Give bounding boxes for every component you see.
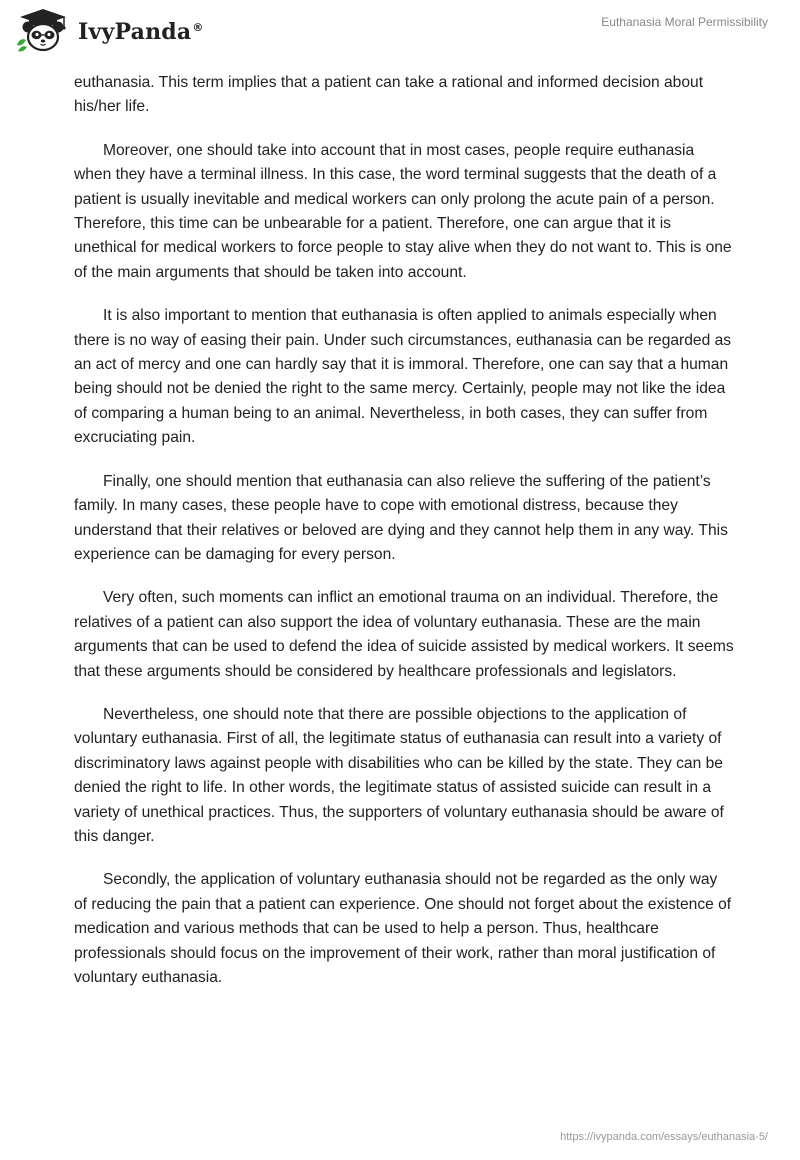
essay-paragraph: Very often, such moments can inflict an emotional trauma on an individual. Therefore, the relatives of a patient can also support the idea of voluntary euthanasia. These are the main arguments that can be used to defend the idea of suicide assisted by medical workers. It seems that these arguments should be considered by healthcare professionals and legislators. (74, 589, 734, 680)
essay-paragraph: Secondly, the application of voluntary euthanasia should not be regarded as the only way of reducing the pain that a patient can experience. One should not forget about the existence of medication and various methods that can be used to help a person. Thus, healthcare professionals should focus on the improvement of their work, rather than moral justification of voluntary euthanasia. (74, 871, 732, 986)
source-url[interactable]: https://ivypanda.com/essays/euthanasia-5/ (560, 1131, 768, 1143)
essay-paragraph: euthanasia. This term implies that a patient can take a rational and informed decision about his/her life. (74, 74, 704, 116)
brand-name-text: IvyPanda (78, 19, 192, 45)
ivypanda-logo[interactable] (14, 7, 204, 53)
panda-graduate-logo-icon (14, 7, 72, 53)
brand-name (78, 19, 204, 45)
page-header (0, 0, 800, 72)
document-title: Euthanasia Moral Permissibility (601, 15, 768, 29)
essay-paragraph: Moreover, one should take into account that in most cases, people require euthanasia when they have a terminal illness. In this case, the word terminal suggests that the death of a patient is usually inevitable and medical workers can only prolong the acute pain of a person. Therefore, this time can be unbearable for a patient. Therefore, one can argue that it is unethical for medical workers to force people to stay alive when they do not want to. This is one of the main arguments that should be taken into account. (74, 141, 732, 281)
essay-paragraph: Nevertheless, one should note that there are possible objections to the application of voluntary euthanasia. First of all, the legitimate status of euthanasia can result into a variety of discriminatory laws against people with disabilities who can be killed by the state. They can be denied the right to life. In other words, the legitimate status of assisted suicide can result in a variety of unethical practices. Thus, the supporters of voluntary euthanasia should be aware of this danger. (74, 705, 724, 845)
registered-mark: ® (192, 20, 204, 34)
essay-paragraph: Finally, one should mention that euthanasia can also relieve the suffering of the patient’s family. In many cases, these people have to cope with emotional distress, because they understand that their relatives or beloved are dying and they cannot help them in any way. This experience can be damaging for every person. (74, 472, 728, 563)
essay-paragraph: It is also important to mention that euthanasia is often applied to animals especially when there is no way of easing their pain. Under such circumstances, euthanasia can be regarded as an act of mercy and one can hardly say that it is immoral. Therefore, one can say that a human being should not be denied the right to the same mercy. Certainly, people may not like the idea of comparing a human being to an animal. Nevertheless, in both cases, they can suffer from excruciating pain. (74, 307, 732, 447)
essay-body (74, 71, 734, 1009)
